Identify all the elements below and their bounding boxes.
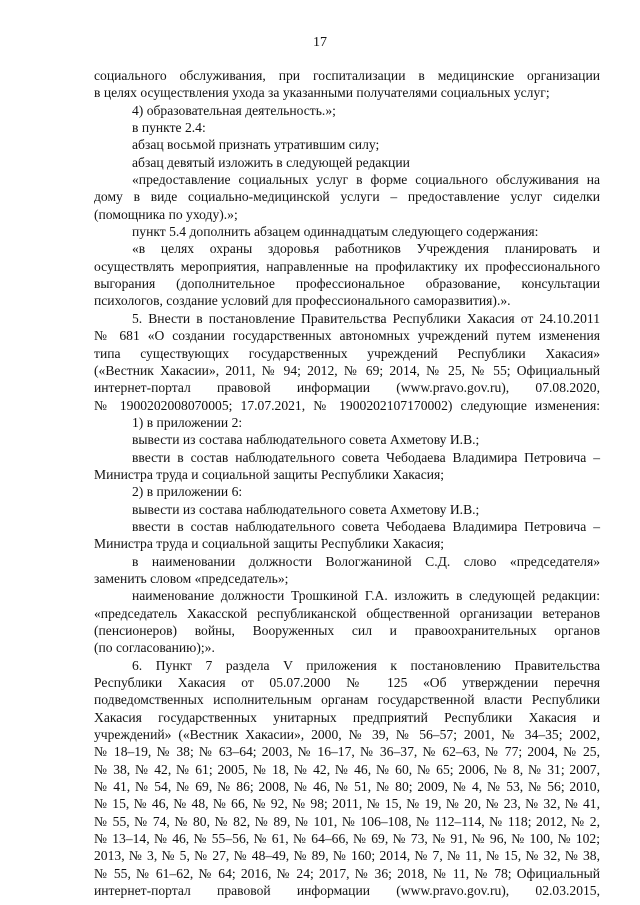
text-line: Министра труда и социальной защиты Республики Хакасия;: [94, 536, 445, 552]
text-line: № 15, № 46, № 48, № 66, № 92, № 98; 2011, № 15, № 19, № 20, № 23, № 32, № 41,: [94, 796, 600, 812]
text-line: пункт 5.4 дополнить абзацем одиннадцатым следующего содержания:: [132, 224, 539, 240]
text-line: № 13–14, № 46, № 55–56, № 61, № 64–66, № 69, № 73, № 91, № 96, № 100, № 102;: [94, 831, 600, 847]
text-line: абзац девятый изложить в следующей редакции: [132, 154, 410, 170]
text-line: подведомственных исполнительным органам государственной власти Республики: [94, 692, 600, 708]
text-line: дому в виде социально-медицинской услуги – предоставление услуг сиделки: [94, 189, 600, 205]
text-line: в пункте 2.4:: [132, 120, 206, 136]
page-number: 17: [313, 35, 327, 50]
text-line: «предоставление социальных услуг в форме социального обслуживания на: [132, 172, 600, 188]
text-line: 5. Внести в постановление Правительства Республики Хакасия от 24.10.2011: [132, 310, 600, 326]
text-line: Министра труда и социальной защиты Республики Хакасия;: [94, 466, 445, 482]
text-line: Хакасия государственных унитарных предприятий Республики Хакасия и: [94, 709, 600, 725]
text-line: № 18–19, № 38; № 63–64; 2003, № 16–17, № 36–37, № 62–63, № 77; 2004, № 25,: [94, 744, 600, 760]
text-line: (пенсионеров) войны, Вооруженных сил и правоохранительных органов: [94, 623, 600, 638]
text-line: интернет-портал правовой информации (www.pravo.gov.ru), 07.08.2020,: [94, 380, 600, 396]
text-line: № 1900202008070005; 17.07.2021, № 1900202107170002) следующие изменения:: [94, 397, 600, 413]
text-line: (по согласованию);».: [94, 640, 215, 656]
text-line: наименование должности Трошкиной Г.А. изложить в следующей редакции:: [132, 588, 600, 604]
text-line: в наименовании должности Вологжаниной С.Д. слово «председателя»: [132, 553, 600, 569]
text-line: № 38, № 42, № 61; 2005, № 18, № 42, № 46, № 60, № 65; 2006, № 8, № 31; 2007,: [94, 761, 600, 777]
text-line: («Вестник Хакасии», 2011, № 94; 2012, № 69; 2014, № 25, № 55; Официальный: [94, 362, 600, 378]
text-line: учреждений» («Вестник Хакасии», 2000, № 39, № 56–57; 2001, № 34–35; 2002,: [94, 727, 600, 743]
document-body: [94, 67, 600, 900]
text-line: 2013, № 3, № 5, № 27, № 48–49, № 89, № 160; 2014, № 7, № 11, № 15, № 32, № 38,: [94, 848, 600, 864]
text-line: (помощника по уходу).»;: [94, 206, 238, 222]
text-line: психологов, создание условий для профессионального саморазвития).».: [94, 293, 511, 309]
text-line: «председатель Хакасской республиканской общественной организации ветеранов: [94, 605, 600, 621]
text-line: социального обслуживания, при госпитализации в медицинские организации: [94, 68, 600, 83]
text-line: интернет-портал правовой информации (www.pravo.gov.ru), 02.03.2015,: [94, 883, 600, 899]
text-line: ввести в состав наблюдательного совета Чебодаева Владимира Петровича –: [132, 449, 600, 465]
text-line: вывести из состава наблюдательного совета Ахметову И.В.;: [132, 501, 480, 517]
text-line: выгорания (дополнительное профессиональное образование, консультации: [94, 276, 600, 292]
text-line: № 41, № 54, № 69, № 86; 2008, № 46, № 51, № 80; 2009, № 4, № 53, № 56; 2010,: [94, 779, 600, 795]
text-line: абзац восьмой признать утратившим силу;: [132, 137, 380, 153]
text-line: Республики Хакасия от 05.07.2000 № 125 «Об утверждении перечня: [94, 675, 600, 691]
text-line: № 55, № 61–62, № 64; 2016, № 24; 2017, № 36; 2018, № 11, № 78; Официальный: [94, 865, 600, 881]
text-line: заменить словом «председатель»;: [94, 570, 289, 586]
text-line: № 681 «О создании государственных автономных учреждений путем изменения: [94, 328, 600, 344]
text-line: 2) в приложении 6:: [132, 484, 243, 500]
text-line: типа существующих государственных учреждений Республики Хакасия»: [94, 345, 600, 361]
text-line: ввести в состав наблюдательного совета Чебодаева Владимира Петровича –: [132, 518, 600, 534]
text-line: осуществлять мероприятия, направленные на профилактику их профессионального: [94, 258, 600, 274]
text-line: 1) в приложении 2:: [132, 414, 243, 430]
text-line: № 55, № 74, № 80, № 82, № 89, № 101, № 106–108, № 112–114, № 118; 2012, № 2,: [94, 813, 600, 829]
text-line: вывести из состава наблюдательного совета Ахметову И.В.;: [132, 432, 480, 448]
text-line: «в целях охраны здоровья работников Учреждения планировать и: [132, 241, 600, 257]
text-line: в целях осуществления ухода за указанными получателями социальных услуг;: [94, 85, 550, 101]
text-line: 4) образовательная деятельность.»;: [132, 102, 336, 118]
text-line: 6. Пункт 7 раздела V приложения к постановлению Правительства: [132, 657, 600, 673]
